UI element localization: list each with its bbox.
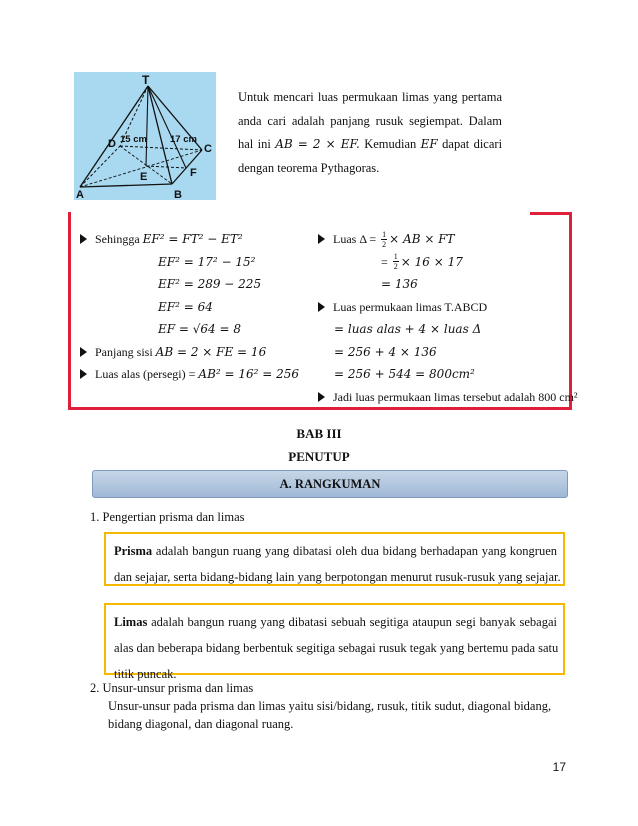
- chapter-number: BAB III: [296, 426, 342, 441]
- intro-line: anda cari adalah panjang rusuk segiempat. Dalam: [238, 113, 502, 128]
- pyramid-figure: [74, 72, 216, 200]
- arrow-bullet-icon: [80, 234, 87, 244]
- prisma-line: Prisma adalah bangun ruang yang dibatasi oleh dua bidang berhadapan yang kongruen: [114, 544, 557, 558]
- intro-paragraph: [238, 86, 502, 180]
- intro-line: dengan teorema Pythagoras.: [238, 160, 380, 175]
- page-number: 17: [552, 760, 566, 774]
- prisma-line: dan sejajar, serta bidang-bidang lain yang berpotongan menurut rusuk-rusuk yang sejajar.: [114, 570, 561, 584]
- pyramid-diagram: [74, 72, 216, 200]
- list-item: 1. Pengertian prisma dan limas: [90, 510, 245, 524]
- arrow-bullet-icon: [318, 302, 325, 312]
- label-15cm: 15 cm: [120, 134, 147, 145]
- label-C: C: [204, 143, 212, 155]
- list-item-body: Unsur-unsur pada prisma dan limas yaitu sisi/bidang, rusuk, titik sudut, diagonal bidang,: [108, 699, 552, 713]
- label-B: B: [174, 189, 182, 200]
- list-item-title: 2. Unsur-unsur prisma dan limas: [90, 681, 254, 695]
- intro-line: Untuk mencari luas permukaan limas yang pertama: [238, 90, 502, 104]
- chapter-title: PENUTUP: [288, 449, 350, 464]
- limas-line: Limas adalah bangun ruang yang dibatasi sebuah segitiga ataupun segi banyak sebagai: [114, 615, 557, 629]
- solution-right: Luas Δ = $\frac{1}{2}$ × AB × FT = $\frac{1}{2}$ × 16 × 17 = 136 Luas permukaan limas T.ABCD = luas alas + 4 × luas Δ = 256 + 4 × 136 = 256 + 544 = 800cm² Jadi luas permukaan limas tersebut adalah 800 cm²: [318, 228, 578, 408]
- list-item-2: [90, 679, 570, 733]
- limas-line: alas dan beberapa bidang berbentuk segitiga sebagai rusuk tegak yang bertemu pada satu: [114, 641, 559, 655]
- label-D: D: [108, 138, 116, 150]
- arrow-bullet-icon: [80, 369, 87, 379]
- intro-line: hal ini AB = 2 × EF. Kemudian EF dapat dicari: [238, 137, 503, 151]
- label-F: F: [190, 167, 197, 179]
- limas-line: titik puncak.: [114, 667, 177, 681]
- list-item-body: bidang diagonal, dan diagonal ruang.: [108, 717, 294, 731]
- limas-definition-box: [104, 603, 565, 681]
- label-A: A: [76, 189, 84, 200]
- prisma-definition-box: [104, 532, 565, 586]
- arrow-bullet-icon: [318, 392, 325, 402]
- arrow-bullet-icon: [318, 234, 325, 244]
- solution-left: Sehingga EF² = FT² − ET² EF² = 17² − 15² EF² = 289 − 225 EF² = 64 EF = √64 = 8 Panjang sisi AB = 2 × FE = 16 Luas alas (persegi) = AB² = 16² = 256: [80, 228, 299, 386]
- label-T: T: [142, 73, 150, 87]
- section-heading: A. RANGKUMAN: [92, 470, 568, 498]
- label-17cm: 17 cm: [170, 134, 197, 145]
- arrow-bullet-icon: [80, 347, 87, 357]
- label-E: E: [140, 171, 148, 183]
